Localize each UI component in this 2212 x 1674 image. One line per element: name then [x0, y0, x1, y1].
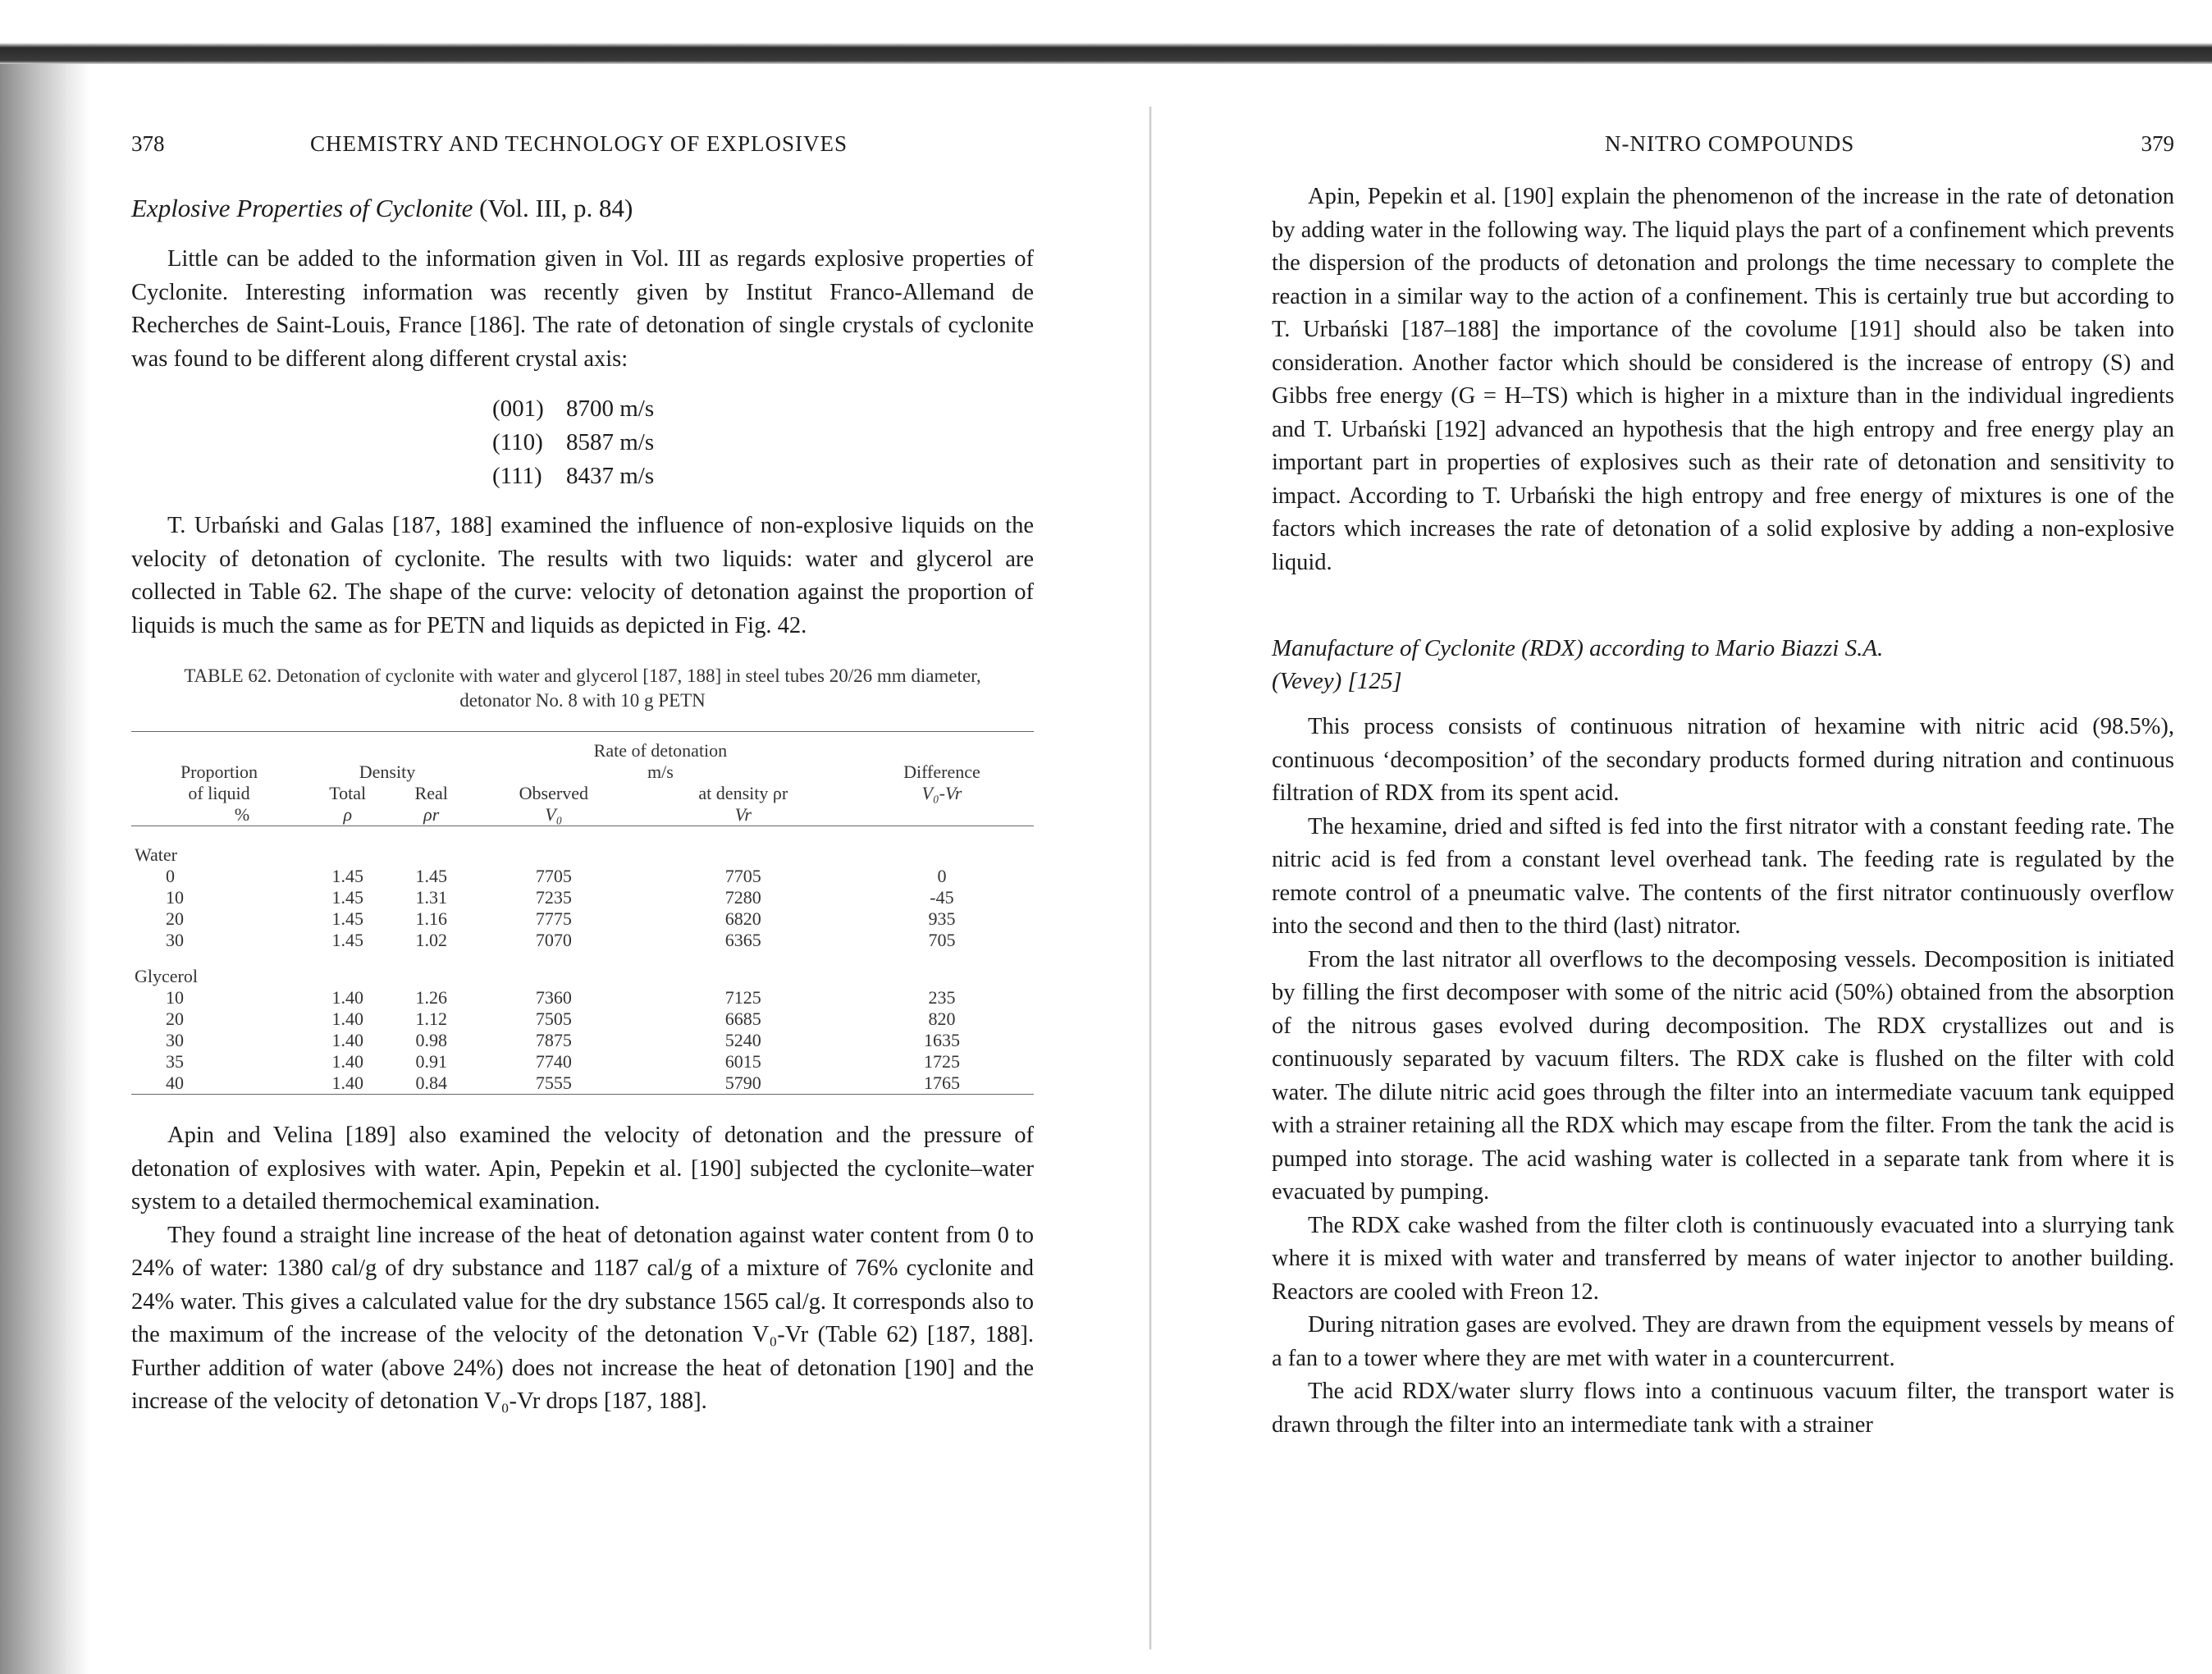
table-cell: 7775 — [535, 908, 572, 929]
table-cell: 1.40 — [331, 1030, 363, 1050]
table-row — [131, 887, 1034, 908]
table-cell: 6015 — [724, 1051, 761, 1072]
column-header: Total — [329, 783, 367, 803]
column-header: at density ρr — [698, 783, 788, 803]
table-row — [131, 930, 1034, 951]
column-header: Real — [414, 783, 448, 803]
section-reference: (Vol. III, p. 84) — [479, 194, 633, 222]
table-cell: 0.84 — [415, 1073, 447, 1093]
table-row — [131, 866, 1034, 887]
table-cell: 10 — [166, 887, 184, 908]
section-title: Manufacture of Cyclonite (RDX) according to Mario Biazzi S.A. — [1272, 635, 1884, 661]
column-header: Observed — [519, 783, 588, 803]
glycerol-rows — [131, 987, 1034, 1095]
paragraph: The acid RDX/water slurry flows into a continuous vacuum filter, the transport water is drawn through the filter into an intermediate tank with a strainer — [1272, 1379, 2174, 1438]
paragraph: From the last nitrator all overflows to the decomposing vessels. Decomposition is initiated by filling the first decomposer with some of the nitric acid (50%) obtained from the absorption of the nitrous gases evolved during decomposition. The RDX crystallizes out and is continuously separated by vacuum filters. The RDX cake is flushed on the filter with cold water. The dilute nitric acid goes through the filter into an intermediate vacuum tank equipped with a strainer retaining all the RDX which may escape from the filter. From the tank the acid is pumped into storage. The acid washing water is collected in a separate tank from where it is evacuated by pumping. — [1272, 946, 2174, 1205]
page-number: 379 — [2141, 131, 2174, 156]
paragraph: The hexamine, dried and sifted is fed into the first nitrator with a constant feeding rate. The nitric acid is fed from a constant level overhead tank. The feeding rate is regulated by the remote control of a pneumatic valve. The contents of the first nitrator continuously overflow into the second and then to the third (last) nitrator. — [1272, 813, 2174, 939]
table-cell: 820 — [928, 1009, 956, 1029]
table-cell: 6365 — [724, 930, 761, 950]
table-cell: 1.26 — [415, 987, 447, 1008]
table-cell: -45 — [930, 887, 954, 908]
table-cell: 6685 — [724, 1009, 761, 1029]
table-cell: 7875 — [535, 1030, 572, 1050]
table-cell: 1765 — [923, 1073, 960, 1093]
table-cell: 7705 — [724, 866, 761, 886]
column-header: Vr — [734, 804, 752, 825]
scan-top-edge — [0, 0, 2212, 64]
paragraph: Apin and Velina [189] also examined the velocity of detonation and the pressure of detonation of explosives with water. Apin, Pepekin et al. [190] subjected the cyclonite–water system to a detailed thermochemical examination. — [131, 1123, 1034, 1214]
table-cell: 1.45 — [331, 930, 363, 950]
table-cell: 0.91 — [415, 1051, 447, 1072]
table-cell: 0 — [937, 866, 947, 886]
table-cell: 7235 — [535, 887, 572, 908]
table-row — [131, 908, 1034, 930]
table-cell: 5240 — [724, 1030, 761, 1050]
table-cell: 1.16 — [415, 908, 447, 929]
right-page — [1272, 131, 2174, 1442]
table-cell: 35 — [166, 1051, 184, 1072]
paragraph: During nitration gases are evolved. They are drawn from the equipment vessels by means of a fan to a tower where they are met with water in a countercurrent. — [1272, 1312, 2174, 1371]
table-cell: 7125 — [724, 987, 761, 1008]
section-title: (Vevey) [125] — [1272, 668, 1402, 694]
paragraph: Apin, Pepekin et al. [190] explain the phenomenon of the increase in the rate of detonation by adding water in the following way. The liquid plays the part of a confinement which prevents the dispersion of the products of detonation and prolongs the time necessary to complete the reaction in a similar way to the action of a confinement. This is certainly true but according to T. Urbański [187–188] the importance of the covolume [191] should also be taken into consideration. Another factor which should be considered is the increase of entropy (S) and Gibbs free energy (G = H–TS) which is higher in a mixture than in the individual ingredients and T. Urbański [192] advanced an hypothesis that the high entropy and free energy play an important part in properties of explosives such as their rate of detonation and sensitivity to impact. According to T. Urbański the high entropy and free energy of mixtures is one of the factors which increases the rate of detonation of a solid explosive by adding a non-explosive liquid. — [1272, 184, 2174, 575]
column-header: Density — [359, 762, 416, 782]
table-cell: 1.40 — [331, 1009, 363, 1029]
table-cell: 1.45 — [331, 887, 363, 908]
table-cell: 1.12 — [415, 1009, 447, 1029]
column-header: m/s — [647, 762, 674, 782]
table-caption: TABLE 62. Detonation of cyclonite with water and glycerol [187, 188] in steel tubes 20/26 mm diameter, detonator No. 8 with 10 g PETN — [184, 665, 981, 711]
list-item: (110) 8587 m/s — [492, 429, 655, 455]
table-cell: 7705 — [535, 866, 572, 886]
table-cell: 40 — [166, 1073, 184, 1093]
table-cell: 0.98 — [415, 1030, 447, 1050]
table-row — [131, 987, 1034, 1009]
table-cell: 1635 — [923, 1030, 960, 1050]
column-header: Rate of detonation — [593, 740, 728, 761]
page-gutter — [1149, 107, 1152, 1649]
column-header: ρ — [343, 804, 352, 825]
table-group-label: Water — [135, 844, 177, 865]
table-cell: 705 — [928, 930, 956, 950]
table-cell: 7280 — [724, 887, 761, 908]
column-header: % — [234, 804, 250, 825]
paragraph: They found a straight line increase of the heat of detonation against water content from 0 to 24% of water: 1380 cal/g of dry substance and 1187 cal/g of a mixture of 76% cyclonite and 24% water. This gives a calculated value for the dry substance 1565 cal/g. It corresponds also to the maximum of the increase of the velocity of the detonation V₀-Vr (Table 62) [187, 188]. Further addition of water (above 24%) does not increase the heat of detonation [190] and the increase of the velocity of detonation V₀-Vr drops [187, 188]. — [131, 1222, 1034, 1414]
column-header: V₀ — [545, 804, 563, 825]
table-cell: 1.45 — [415, 866, 447, 886]
running-head: N-NITRO COMPOUNDS — [1605, 131, 1855, 156]
table-cell: 7740 — [535, 1051, 572, 1072]
table-cell: 7505 — [535, 1009, 572, 1029]
table-cell: 1.45 — [331, 866, 363, 886]
table-cell: 935 — [928, 908, 956, 929]
table-cell: 1.02 — [415, 930, 447, 950]
table-cell: 20 — [166, 908, 184, 929]
list-item: (111) 8437 m/s — [492, 463, 655, 489]
left-page — [131, 131, 1034, 1419]
page-number: 378 — [131, 131, 165, 156]
section-title: Explosive Properties of Cyclonite — [131, 194, 473, 222]
column-header: ρr — [423, 804, 440, 825]
section-heading — [131, 192, 1034, 225]
table-cell: 10 — [166, 987, 184, 1008]
table-cell: 7360 — [535, 987, 572, 1008]
book-spine-shadow — [0, 64, 90, 1674]
column-header: Proportion — [180, 762, 258, 782]
table-cell: 1.40 — [331, 987, 363, 1008]
table-cell: 6820 — [724, 908, 761, 929]
table-cell: 7070 — [535, 930, 572, 950]
table-cell: 1.31 — [415, 887, 447, 908]
table-cell: 30 — [166, 1030, 184, 1050]
table-row — [131, 1030, 1034, 1051]
right-running-header — [1272, 131, 2174, 167]
table-cell: 1.45 — [331, 908, 363, 929]
table-cell: 1.40 — [331, 1073, 363, 1093]
paragraph: Little can be added to the information given in Vol. III as regards explosive properties of Cyclonite. Interesting information was recently given by Institut Franco-Allemand de Recherches de Saint-Louis, France [186]. The rate of detonation of single crystals of cyclonite was found to be different along different crystal axis: — [131, 246, 1034, 372]
table-cell: 30 — [166, 930, 184, 950]
table-row — [131, 1051, 1034, 1073]
left-running-header — [131, 131, 1034, 167]
table-cell: 7555 — [535, 1073, 572, 1093]
list-item: (001) 8700 m/s — [492, 396, 655, 422]
column-header: Difference — [903, 762, 980, 782]
table-cell: 20 — [166, 1009, 184, 1029]
crystal-rate-list — [492, 392, 1034, 493]
table-cell: 1.40 — [331, 1051, 363, 1072]
detonation-table — [131, 731, 1034, 1101]
water-rows — [131, 866, 1034, 951]
table-cell: 0 — [166, 866, 175, 886]
table-row — [131, 1009, 1034, 1030]
column-header: V₀-Vr — [921, 783, 962, 803]
paragraph: T. Urbański and Galas [187, 188] examined the influence of non-explosive liquids on the velocity of detonation of cyclonite. The results with two liquids: water and glycerol are collected in Table 62. The shape of the curve: velocity of detonation against the proportion of liquids is much the same as for PETN and liquids as depicted in Fig. 42. — [131, 513, 1034, 638]
table-cell: 1725 — [923, 1051, 960, 1072]
running-head: CHEMISTRY AND TECHNOLOGY OF EXPLOSIVES — [310, 131, 848, 156]
table-group-label: Glycerol — [135, 966, 198, 986]
table-cell: 235 — [928, 987, 956, 1008]
table-cell: 5790 — [724, 1073, 761, 1093]
paragraph: This process consists of continuous nitration of hexamine with nitric acid (98.5%), continuous ‘decomposition’ of the secondary products formed during nitration and continuous filtration of RDX from its spent acid. — [1272, 714, 2174, 806]
table-row — [131, 1073, 1034, 1095]
section-heading — [1272, 632, 2174, 698]
paragraph: The RDX cake washed from the filter cloth is continuously evacuated into a slurrying tank where it is mixed with water and transferred by means of water injector to another building. Reactors are cooled with Freon 12. — [1272, 1212, 2174, 1305]
column-header: of liquid — [188, 783, 250, 803]
